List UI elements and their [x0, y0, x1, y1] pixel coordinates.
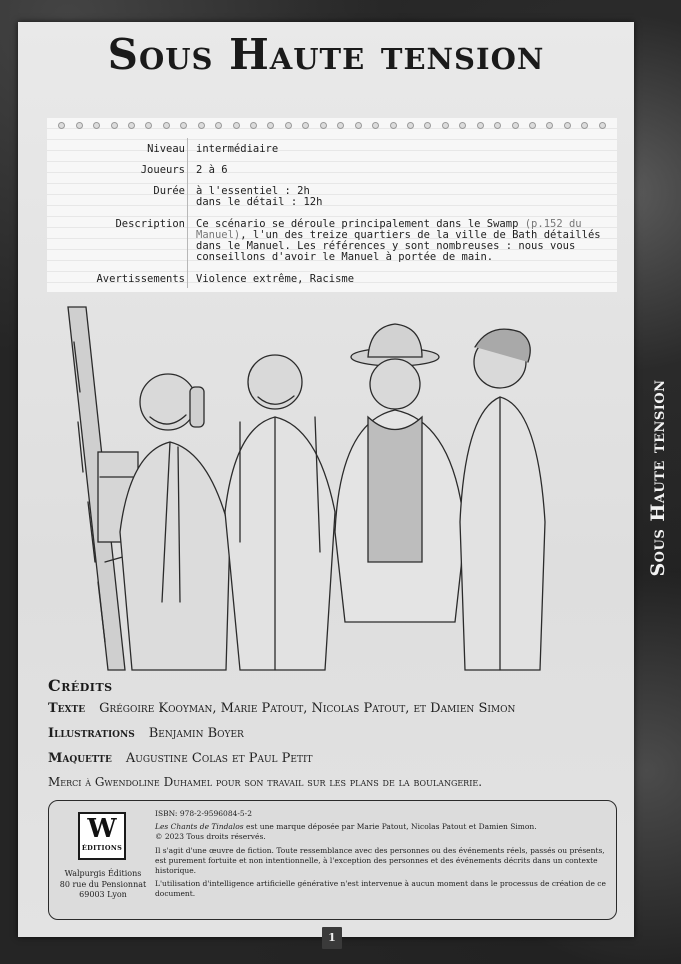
publisher-street: 80 rue du Pensionnat [59, 879, 147, 889]
credit-text-value: Grégoire Kooyman, Marie Patout, Nicolas Patout, et Damien Simon [99, 701, 516, 716]
description-text-1: Ce scénario se déroule principalement dans le Swamp [196, 218, 525, 230]
credit-layout-row [48, 751, 313, 766]
copyright: © 2023 Tous droits réservés. [155, 832, 266, 842]
publisher-city: 69003 Lyon [79, 890, 127, 899]
legal-box [48, 800, 617, 920]
publisher-address [55, 869, 151, 901]
players-value: 2 à 6 [196, 164, 228, 176]
duration-essential: à l'essentiel : 2h [196, 185, 310, 197]
trademark-title: Les Chants de Tindalos [155, 822, 244, 832]
credit-layout-value: Augustine Colas et Paul Petit [125, 751, 313, 766]
description-label: Description [115, 218, 185, 230]
page-number: 1 [322, 927, 342, 949]
ai-notice: L'utilisation d'intelligence artificielle générative n'est intervenue à aucun moment dans le processus de création de ce document. [155, 879, 606, 899]
spiral-rings [47, 118, 617, 132]
side-title: Sous Haute tension [647, 379, 669, 577]
thanks-text: Merci à Gwendoline Duhamel pour son travail sur les plans de la boulangerie. [48, 775, 483, 789]
manual-reference: (p.152 du Manuel) [196, 218, 582, 241]
characters-illustration [50, 302, 610, 672]
description-value [196, 219, 608, 263]
warnings-value: Violence extrême, Racisme [196, 273, 355, 285]
credit-illustrations-row [48, 726, 244, 741]
credits-heading: Crédits [48, 676, 113, 695]
credit-layout-label: Maquette [48, 751, 112, 766]
logo-letter: W [87, 814, 117, 844]
duration-label: Durée [153, 185, 185, 197]
info-table [47, 118, 617, 292]
credit-illustrations-label: Illustrations [48, 726, 135, 741]
isbn: ISBN: 978-2-9596084-5-2 [155, 809, 252, 818]
legal-text [155, 809, 610, 903]
logo-text: ÉDITIONS [81, 844, 123, 852]
trademark-rest: est une marque déposée par Marie Patout, Nicolas Patout et Damien Simon. [243, 822, 537, 832]
publisher-logo [78, 812, 126, 860]
table-divider [187, 138, 188, 288]
trademark-notice [155, 822, 610, 842]
players-label: Joueurs [140, 164, 185, 176]
fiction-notice: Il s'agit d'une œuvre de fiction. Toute ressemblance avec des personnes ou des événements réels, passés ou présents, est purement fortuite et non intentionnelle, à l'exception des personnes et des événements décrits dans un contexte historique. [155, 845, 605, 876]
duration-detail: dans le détail : 12h [196, 196, 323, 208]
publisher-name: Walpurgis Éditions [64, 869, 142, 878]
page-title: Sous Haute tension [107, 30, 545, 79]
duration-value [196, 186, 608, 208]
credit-text-row [48, 701, 515, 716]
description-text-2: , l'un des treize quartiers de la ville de Bath détaillés dans le Manuel. Les références y sont nombreuses : nous vous conseillons d'avoir le Manuel à portée de main. [196, 229, 601, 263]
credit-text-label: Texte [48, 701, 86, 716]
level-value: intermédiaire [196, 143, 279, 155]
credit-illustrations-value: Benjamin Boyer [148, 726, 244, 741]
warnings-label: Avertissements [96, 273, 185, 285]
level-label: Niveau [147, 143, 185, 155]
